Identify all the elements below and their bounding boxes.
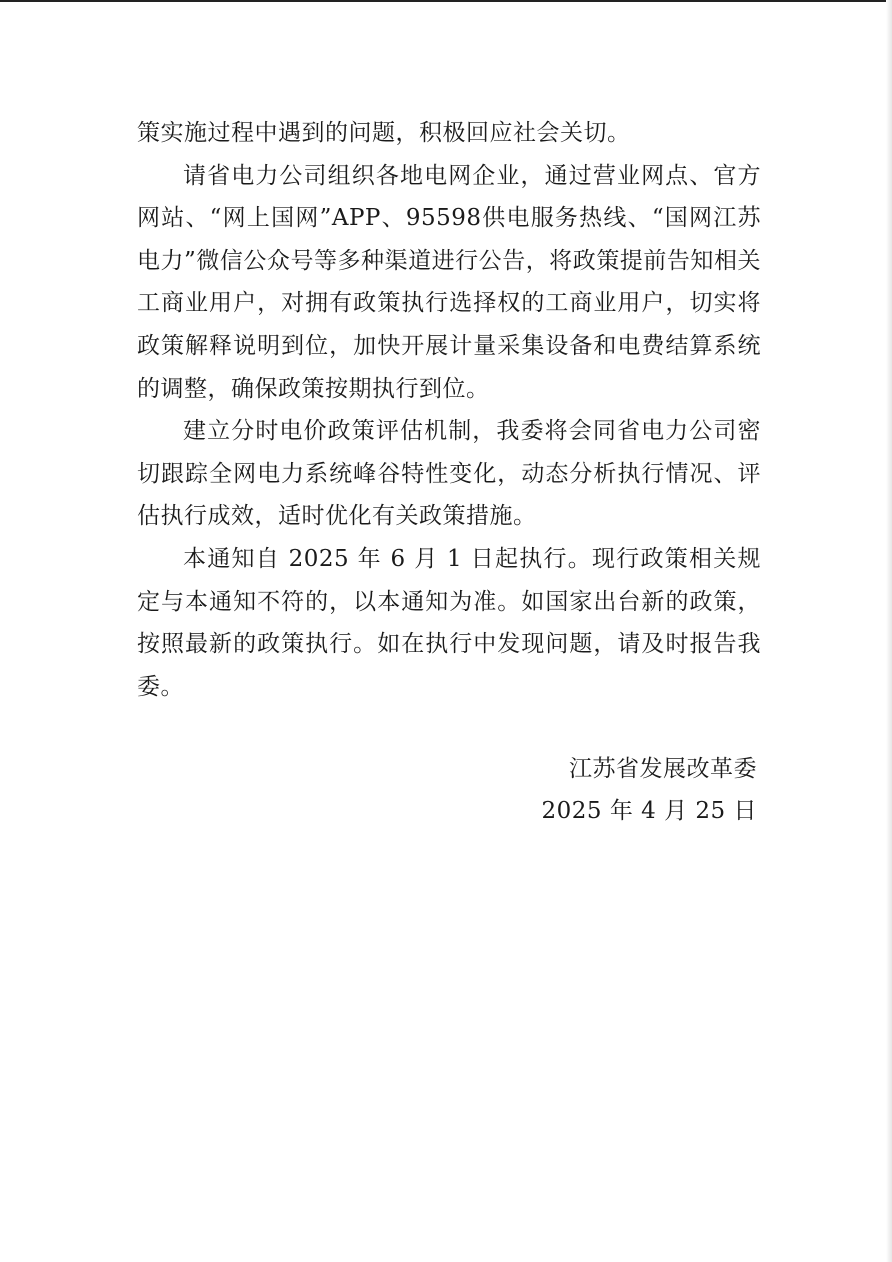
page-edge-shadow — [886, 0, 892, 1262]
issuing-organization: 江苏省发展改革委 — [569, 756, 757, 782]
top-border-line — [0, 0, 892, 2]
signature-block — [500, 748, 757, 832]
paragraph-evaluation: 建立分时电价政策评估机制，我委将会同省电力公司密切跟踪全网电力系统峰谷特性变化，动态分析执行情况、评估执行成效，适时优化有关政策措施。 — [137, 418, 761, 530]
paragraph-effective-date: 本通知自 2025 年 6 月 1 日起执行。现行政策相关规定与本通知不符的，以本通知为准。如国家出台新的政策，按照最新的政策执行。如在执行中发现问题，请及时报告我委。 — [137, 545, 761, 700]
paragraph-publicity: 请省电力公司组织各地电网企业，通过营业网点、官方网站、“网上国网”APP、95598供电服务热线、“国网江苏电力”微信公众号等多种渠道进行公告，将政策提前告知相关工商业用户，对拥有政策执行选择权的工商业用户，切实将政策解释说明到位，加快开展计量采集设备和电费结算系统的调整，确保政策按期执行到位。 — [137, 162, 761, 402]
paragraph-continuation: 策实施过程中遇到的问题，积极回应社会关切。 — [137, 120, 631, 146]
issue-date: 2025 年 4 月 25 日 — [541, 798, 757, 824]
document-body — [137, 112, 761, 708]
